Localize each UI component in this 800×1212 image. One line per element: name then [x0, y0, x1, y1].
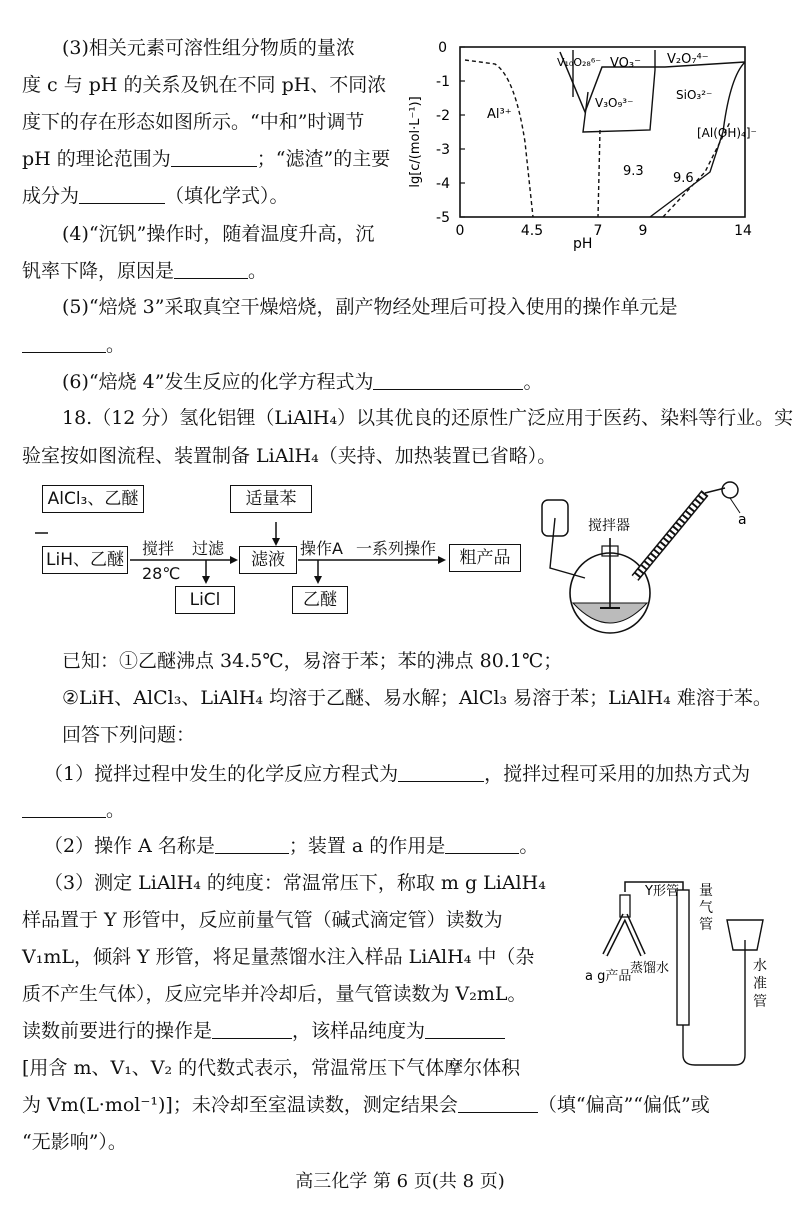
q18-3-line8: “无影响”）。: [22, 1131, 127, 1153]
q18-3-line5a: 读数前要进行的操作是: [22, 1020, 213, 1042]
label-burette-2: 气: [699, 900, 713, 916]
drying-tube-a: [722, 482, 738, 498]
q17-p4-line2a: 钒率下降，原因是: [22, 260, 175, 282]
xtick-2: 7: [593, 223, 603, 239]
q18-3-line3: V₁mL，倾斜 Y 形管，将足量蒸馏水注入样品 LiAlH₄ 中（杂: [22, 946, 535, 968]
label-v2o7: V₂O₇⁴⁻: [667, 52, 709, 67]
label-series-operations: 一系列操作: [356, 539, 437, 558]
q18-2a: （2）操作 A 名称是: [44, 835, 215, 857]
rubber-tube: [683, 940, 745, 1065]
q18-1b: ，搅拌过程可采用的加热方式为: [484, 763, 751, 785]
label-v10o28: V₁₀O₂₈⁶⁻: [557, 56, 602, 69]
label-water: 蒸馏水: [630, 961, 670, 976]
page-footer: 高三化学 第 6 页(共 8 页): [295, 1171, 505, 1192]
label-y-tube: Y形管: [645, 884, 679, 899]
answer-blank[interactable]: [212, 1022, 292, 1039]
q17-p3-line4: [22, 149, 390, 169]
label-28c: 28℃: [142, 564, 181, 583]
answer-blank[interactable]: [373, 373, 523, 390]
species-ph-graph: [405, 22, 795, 252]
q18-2: [44, 836, 538, 856]
gas-burette-apparatus: [585, 870, 785, 1070]
label-sample: a g产品: [585, 969, 632, 984]
label-aloh4: [Al(OH)₄]⁻: [697, 126, 757, 140]
q18-3-line4: 质不产生气体），反应完毕并冷却后，量气管读数为 V₂mL。: [22, 983, 527, 1005]
q17-p3-line3: 度下的存在形态如图所示。“中和”时调节: [22, 111, 365, 133]
label-filter: 过滤: [192, 539, 225, 558]
q18-2b: ；装置 a 的作用是: [288, 835, 446, 857]
label-a: a: [738, 512, 747, 528]
answer-blank[interactable]: [425, 1022, 505, 1039]
q18-3-line1: （3）测定 LiAlH₄ 的纯度：常温常压下，称取 m g LiAlH₄: [44, 872, 546, 894]
label-al3: Al³⁺: [487, 107, 512, 122]
q17-p3-line4b: ；“滤渣”的主要: [256, 148, 391, 170]
q18-1a: （1）搅拌过程中发生的化学反应方程式为: [44, 763, 399, 785]
xtick-1: 4.5: [520, 223, 544, 239]
known-1: 已知：①乙醚沸点 34.5℃，易溶于苯；苯的沸点 80.1℃；: [62, 650, 563, 672]
q17-p3-line5: [22, 186, 289, 206]
box-lih: LiH、乙醚: [42, 546, 128, 574]
burette: [677, 890, 689, 1025]
q18-line2: 验室按如图流程、装置制备 LiAlH₄（夹持、加热装置已省略）。: [22, 445, 557, 467]
q17-p5-line1: (5)“焙烧 3”采取真空干燥焙烧，副产物经处理后可投入使用的操作单元是: [62, 296, 678, 318]
label-burette-1: 量: [699, 883, 713, 899]
answer-prompt: 回答下列问题：: [62, 724, 196, 746]
answer-blank[interactable]: [171, 150, 257, 167]
answer-blank[interactable]: [398, 765, 484, 782]
q18-1c: 。: [106, 799, 126, 821]
q17-p5-line2b: 。: [106, 334, 126, 356]
q18-3-line5: [22, 1021, 505, 1041]
xtick-3: 9: [638, 223, 648, 239]
box-crude-product: 粗产品: [449, 544, 521, 572]
answer-blank[interactable]: [458, 1096, 538, 1113]
q18-3-line6: [用含 m、V₁、V₂ 的代数式表示，常温常压下气体摩尔体积: [22, 1057, 521, 1079]
q18-3-line7a: 为 Vm(L·mol⁻¹)]；未冷却至室温读数，测定结果会: [22, 1094, 458, 1116]
q18-3-line7b: （填“偏高”“偏低”或: [537, 1094, 710, 1116]
q17-p3-line2: 度 c 与 pH 的关系及钒在不同 pH、不同浓: [22, 74, 387, 96]
q17-p5-line2: [22, 335, 125, 355]
label-leveling-2: 准: [753, 976, 767, 992]
x-axis-label: pH: [573, 236, 593, 252]
al3-curve: [465, 60, 533, 217]
label-stir: 搅拌: [142, 539, 175, 558]
known-2: ②LiH、AlCl₃、LiAlH₄ 均溶于乙醚、易水解；AlCl₃ 易溶于苯；LiAlH₄ 难溶于苯。: [62, 687, 772, 709]
q18-1: [44, 764, 750, 784]
xtick-4: 14: [734, 223, 752, 239]
q18-3-line7: [22, 1095, 710, 1115]
label-stirrer: 搅拌器: [588, 518, 630, 534]
box-licl: LiCl: [175, 586, 235, 614]
label-leveling-1: 水: [753, 958, 767, 974]
y-axis-label: lg[c/(mol·L⁻¹)]: [408, 96, 423, 188]
box-benzene: 适量苯: [230, 485, 312, 513]
ytick-5: -5: [436, 210, 450, 226]
annotation-9-6: 9.6: [673, 171, 694, 186]
box-alcl3: AlCl₃、乙醚: [42, 485, 144, 513]
q18-3-line2: 样品置于 Y 形管中，反应前量气管（碱式滴定管）读数为: [22, 909, 503, 931]
label-vo3: VO₃⁻: [610, 56, 641, 71]
q18-3-line5b: ，该样品纯度为: [292, 1020, 426, 1042]
q17-p3-line5a: 成分为: [22, 185, 80, 207]
q17-p3-line4a: pH 的理论范围为: [22, 148, 171, 170]
xtick-0: 0: [455, 223, 465, 239]
q17-p4-line2b: 。: [248, 260, 268, 282]
box-ether: 乙醚: [292, 586, 348, 614]
q17-p6a: (6)“焙烧 4”发生反应的化学方程式为: [62, 371, 374, 393]
label-burette-3: 管: [699, 917, 713, 933]
label-operation-a: 操作A: [300, 539, 343, 558]
answer-blank[interactable]: [445, 837, 519, 854]
ytick-2: -2: [436, 108, 450, 124]
label-leveling-3: 管: [753, 994, 767, 1010]
reaction-apparatus: [530, 478, 780, 638]
q17-p6: [62, 372, 543, 392]
q17-p3-line1: (3)相关元素可溶性组分物质的量浓: [62, 37, 355, 59]
label-sio3: SiO₃²⁻: [676, 88, 713, 102]
label-v3o9: V₃O₉³⁻: [595, 96, 634, 110]
y-tube: [605, 915, 643, 955]
answer-blank[interactable]: [79, 187, 165, 204]
ytick-0: 0: [438, 40, 447, 56]
q18-line1: 18.（12 分）氢化铝锂（LiAlH₄）以其优良的还原性广泛应用于医药、染料等行业。实: [62, 407, 794, 429]
q17-p6b: 。: [523, 371, 543, 393]
answer-blank[interactable]: [22, 801, 106, 818]
annotation-9-3: 9.3: [623, 164, 644, 179]
q18-1-cont: [22, 800, 125, 820]
q17-p4-line1: (4)“沉钒”操作时，随着温度升高，沉: [62, 223, 375, 245]
ytick-4: -4: [436, 176, 450, 192]
answer-blank[interactable]: [174, 262, 248, 279]
answer-blank[interactable]: [215, 837, 289, 854]
ytick-3: -3: [436, 142, 450, 158]
box-filtrate: 滤液: [239, 546, 297, 574]
q18-2c: 。: [519, 835, 539, 857]
q17-p3-line5b: （填化学式）。: [165, 185, 289, 207]
answer-blank[interactable]: [22, 336, 106, 353]
q17-p4-line2: [22, 261, 267, 281]
ytick-1: -1: [436, 74, 450, 90]
ph7-line: [598, 130, 600, 217]
